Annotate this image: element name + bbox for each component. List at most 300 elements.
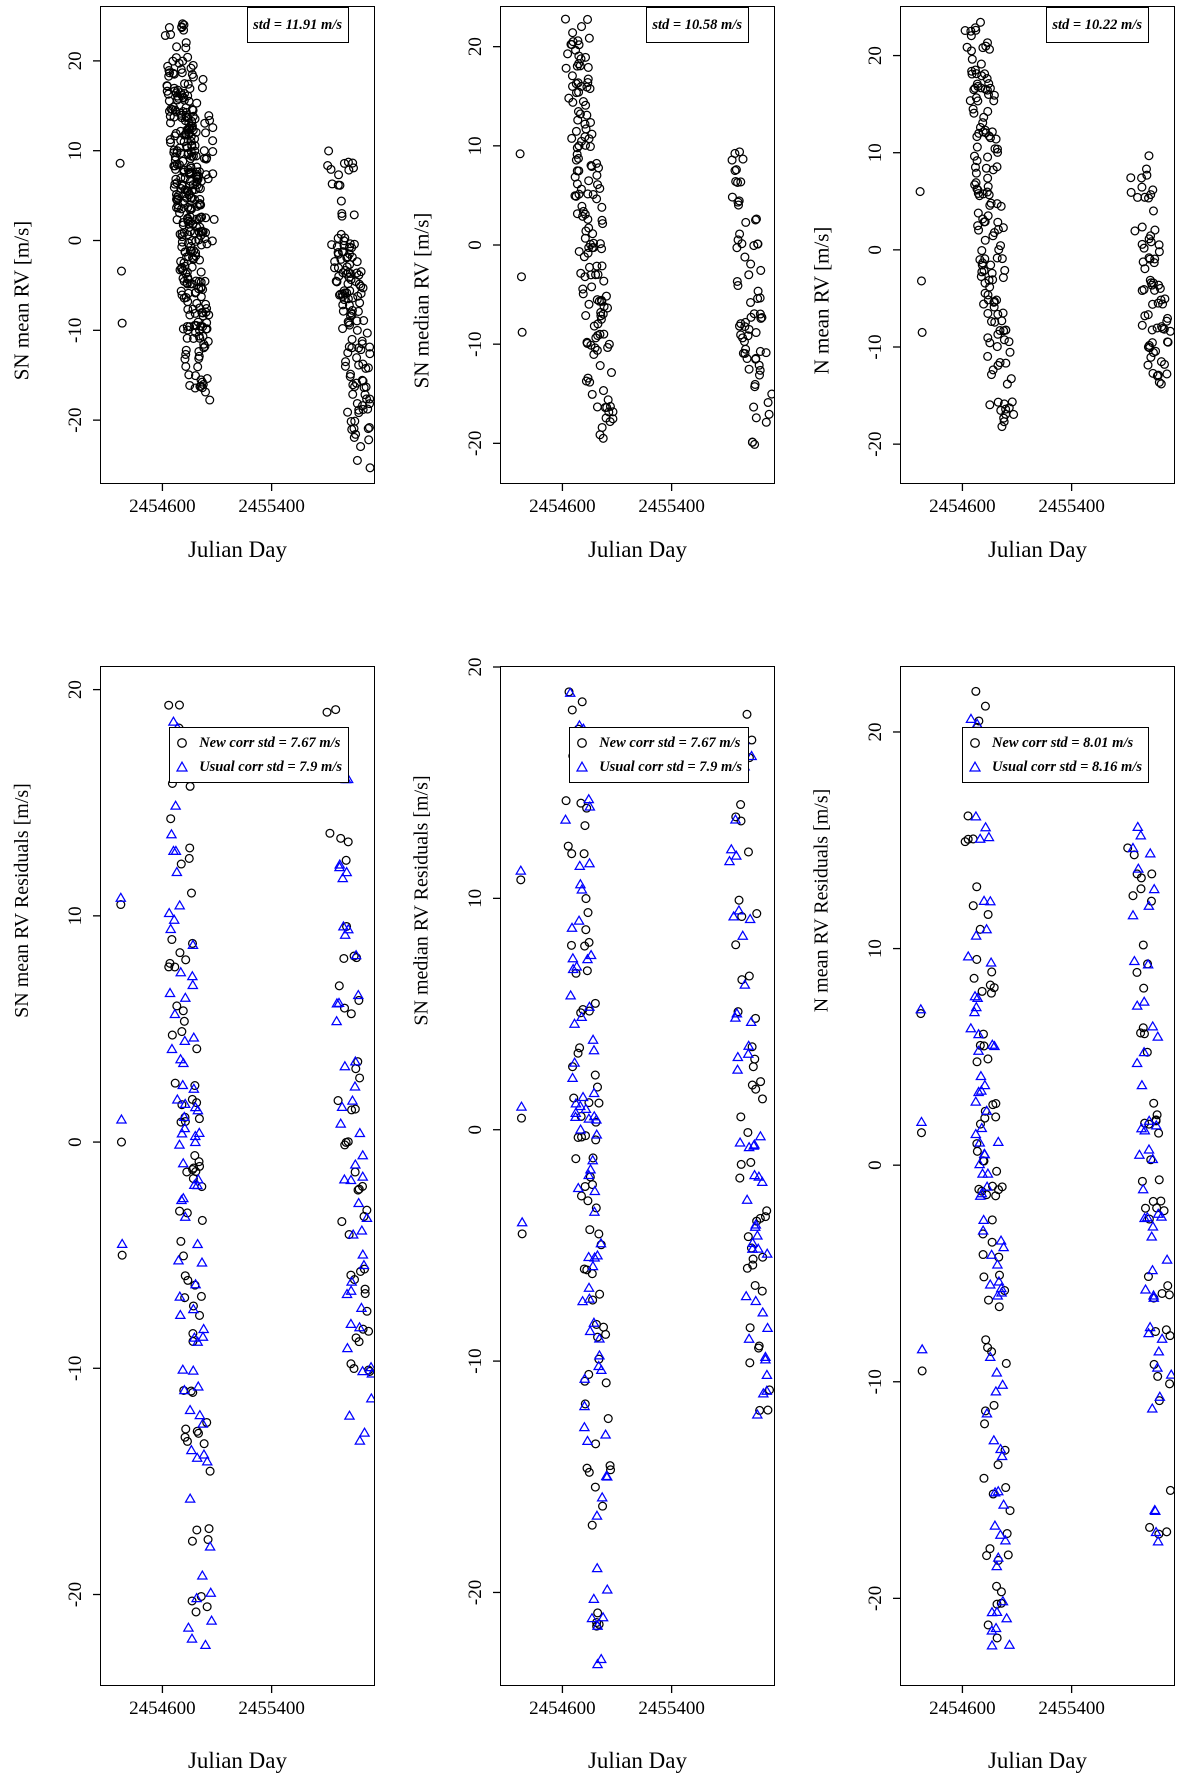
data-point-triangle [167,830,176,838]
data-point-triangle [589,1046,598,1054]
data-point-triangle [588,1035,597,1043]
data-point-circle [602,1379,610,1387]
data-point-triangle [570,1058,579,1066]
panel-4-legend [169,727,349,783]
data-point-circle [209,148,217,156]
data-point-circle [118,1251,126,1259]
data-point-triangle [916,1005,925,1013]
circle-marker-icon [968,736,984,750]
data-point-circle [353,326,361,334]
data-point-triangle [1147,1232,1156,1240]
data-point-circle [185,855,193,863]
data-point-triangle [587,1614,596,1622]
data-point-triangle [348,1096,357,1104]
data-point-circle [1139,1177,1147,1185]
data-point-triangle [518,1218,527,1226]
data-point-triangle [198,1332,207,1340]
svg-text:0: 0 [865,1160,886,1170]
data-point-triangle [971,812,980,820]
data-point-triangle [1148,1266,1157,1274]
data-point-circle [345,166,353,174]
data-point-circle [196,1115,204,1123]
data-point-circle [1147,353,1155,361]
data-point-circle [118,267,126,275]
data-point-triangle [580,1423,589,1431]
data-point-circle [365,436,373,444]
data-point-circle [205,1525,213,1533]
data-point-triangle [1136,831,1145,839]
panel-2-plot-area [465,6,775,517]
data-point-circle [171,1079,179,1087]
data-point-circle [1002,359,1010,367]
svg-text:20: 20 [465,657,486,677]
data-point-circle [351,1168,359,1176]
data-point-triangle [367,1394,374,1402]
data-point-circle [163,82,171,90]
data-point-circle [568,941,576,949]
data-point-circle [595,1230,603,1238]
data-point-circle [569,72,577,80]
panel-1-xlabel: Julian Day [187,537,287,562]
data-point-circle [338,1218,346,1226]
data-point-circle [1154,1372,1162,1380]
data-point-circle [987,261,995,269]
data-point-circle [118,319,126,327]
data-point-circle [176,1207,184,1215]
data-point-triangle [336,1119,345,1127]
data-point-circle [1001,266,1009,274]
data-point-triangle [574,916,583,924]
data-point-circle [363,329,371,337]
data-point-circle [1157,380,1165,388]
data-point-circle [745,271,753,279]
data-point-circle [568,850,576,858]
data-point-circle [746,1324,754,1332]
data-point-circle [564,50,572,58]
data-point-circle [999,309,1007,317]
data-point-triangle [170,1010,179,1018]
data-point-circle [341,1004,349,1012]
data-point-triangle [972,1003,981,1011]
data-point-circle [579,285,587,293]
data-point-triangle [981,823,990,831]
panel-6-xlabel: Julian Day [987,1748,1087,1773]
data-point-circle [733,244,741,252]
data-point-circle [1167,1487,1174,1495]
data-point-circle [188,889,196,897]
data-point-circle [581,1183,589,1191]
data-point-triangle [999,1500,1008,1508]
data-point-circle [728,156,736,164]
data-point-circle [585,34,593,42]
data-point-circle [517,876,525,884]
data-point-triangle [343,1344,352,1352]
data-point-circle [568,134,576,142]
data-point-triangle [165,989,174,997]
data-point-triangle [966,714,975,722]
data-point-triangle [986,1352,995,1360]
data-point-circle [979,1251,987,1259]
data-point-triangle [1130,957,1139,965]
data-point-triangle [166,925,175,933]
data-point-circle [600,1323,608,1331]
data-point-circle [608,369,616,377]
data-point-circle [1145,152,1153,160]
panel-1-ylabel: SN mean RV [m/s] [9,220,34,380]
data-point-circle [335,171,343,179]
data-point-circle [518,1114,526,1122]
data-point-triangle [1153,1032,1162,1040]
data-point-triangle [996,1445,1005,1453]
data-point-circle [739,155,747,163]
data-point-circle [1137,885,1145,893]
data-point-circle [764,399,772,407]
svg-text:10: 10 [65,906,86,926]
data-point-circle [576,1044,584,1052]
data-point-triangle [355,1129,364,1137]
data-point-triangle [176,1311,185,1319]
data-point-circle [352,1065,360,1073]
data-point-triangle [756,1132,765,1140]
data-point-circle [598,262,606,270]
data-point-circle [973,1058,981,1066]
data-point-circle [194,363,202,371]
data-point-circle [199,75,207,83]
data-point-circle [582,312,590,320]
data-point-triangle [191,1138,200,1146]
data-point-triangle [601,1430,610,1438]
data-point-circle [591,999,599,1007]
data-point-circle [562,15,570,23]
data-point-circle [981,236,989,244]
data-point-triangle [917,1117,926,1125]
data-point-circle [569,29,577,37]
data-point-circle [203,1603,211,1611]
data-point-circle [572,127,580,135]
data-point-triangle [742,1292,751,1300]
data-point-circle [325,147,333,155]
data-point-circle [735,896,743,904]
data-point-circle [1002,1360,1010,1368]
data-point-circle [984,310,992,318]
data-point-circle [181,355,189,363]
data-point-circle [990,1401,998,1409]
data-point-triangle [173,1095,182,1103]
data-point-circle [980,1474,988,1482]
data-point-triangle [740,980,749,988]
data-point-circle [728,193,736,201]
data-point-circle [356,1074,364,1082]
data-point-circle [337,197,345,205]
data-point-circle [588,1270,596,1278]
svg-text:2455400: 2455400 [238,1698,305,1719]
data-point-circle [192,1608,200,1616]
data-point-circle [562,64,570,72]
data-point-triangle [517,1102,526,1110]
data-point-triangle [338,1102,347,1110]
panel-2-ylabel: SN median RV [m/s] [409,212,434,388]
data-point-circle [178,1028,186,1036]
data-point-circle [184,53,192,61]
data-point-circle [350,211,358,219]
data-point-triangle [578,1093,587,1101]
circle-marker-icon [175,736,191,750]
data-point-triangle [758,1308,767,1316]
data-point-triangle [338,874,347,882]
data-point-circle [193,1526,201,1534]
data-point-circle [595,1099,603,1107]
data-point-triangle [355,1436,364,1444]
data-point-circle [353,457,361,465]
data-point-triangle [918,1345,927,1353]
data-point-circle [594,403,602,411]
data-point-triangle [592,1130,601,1138]
data-point-circle [757,267,765,275]
data-point-triangle [743,1195,752,1203]
panel-6 [800,600,1200,1773]
data-point-circle [335,982,343,990]
data-point-circle [918,277,926,285]
data-point-circle [1005,338,1013,346]
data-point-triangle [179,1159,188,1167]
data-point-circle [980,300,988,308]
svg-text:0: 0 [65,1137,86,1147]
data-point-circle [762,349,770,357]
data-point-triangle [992,1368,1001,1376]
triangle-marker-icon [968,760,984,774]
data-point-triangle [1148,1404,1157,1412]
data-point-circle [986,339,994,347]
data-point-triangle [1153,1537,1162,1545]
data-point-circle [1004,1551,1012,1559]
data-point-circle [585,300,593,308]
data-point-circle [165,701,173,709]
data-point-circle [993,254,1001,262]
data-point-triangle [589,1089,598,1097]
panel-4-ylabel: SN mean RV Residuals [m/s] [10,783,33,1018]
panel-6-ylabel: N mean RV Residuals [m/s] [810,788,833,1013]
data-point-circle [353,258,361,266]
data-point-circle [744,1233,752,1241]
data-point-triangle [354,991,363,999]
data-point-circle [999,274,1007,282]
data-point-circle [998,1588,1006,1596]
data-point-circle [1163,370,1171,378]
data-point-circle [1144,361,1152,369]
data-point-circle [182,1425,190,1433]
data-point-triangle [177,1129,186,1137]
data-point-circle [191,1152,199,1160]
svg-text:-20: -20 [65,1581,86,1608]
svg-text:0: 0 [65,235,86,246]
data-point-circle [594,1609,602,1617]
svg-text:20: 20 [465,37,486,57]
data-point-circle [180,1017,188,1025]
data-point-circle [749,438,757,446]
panel-3-plot-area [865,6,1175,517]
data-point-circle [582,926,590,934]
data-point-triangle [972,931,981,939]
data-point-triangle [982,925,991,933]
svg-text:10: 10 [465,888,486,908]
data-point-circle [1152,1328,1160,1336]
data-point-circle [969,902,977,910]
data-point-circle [1142,1204,1150,1212]
data-point-circle [981,1420,989,1428]
data-point-circle [753,910,761,918]
data-point-triangle [588,1262,597,1270]
data-point-triangle [971,1130,980,1138]
data-point-triangle [188,972,197,980]
data-point-triangle [187,1446,196,1454]
data-point-triangle [171,801,180,809]
data-point-circle [1007,375,1015,383]
data-point-circle [186,782,194,790]
data-point-triangle [1133,822,1142,830]
panel-1 [0,0,400,600]
data-point-circle [745,848,753,856]
data-point-circle [518,1230,526,1238]
data-point-triangle [976,1072,985,1080]
data-point-circle [751,441,759,449]
svg-text:10: 10 [865,939,886,959]
data-point-triangle [1005,1640,1014,1648]
data-point-triangle [165,909,174,917]
legend-entry-new-corr: New corr std = 7.67 m/s [175,731,342,755]
data-point-triangle [1128,911,1137,919]
data-point-triangle [1135,1150,1144,1158]
data-point-circle [984,174,992,182]
data-point-circle [747,1159,755,1167]
data-point-triangle [358,1151,367,1159]
data-point-triangle [181,993,190,1001]
svg-text:-20: -20 [465,430,486,456]
data-point-triangle [198,1571,207,1579]
data-point-triangle [340,1175,349,1183]
data-point-triangle [1148,1022,1157,1030]
data-point-circle [973,883,981,891]
data-point-circle [1163,1528,1171,1536]
data-point-triangle [345,1411,354,1419]
panel-3-scatter [901,7,1174,483]
data-point-triangle [1144,1145,1153,1153]
data-point-circle [334,1097,342,1105]
panel-5-xlabel: Julian Day [587,1748,687,1773]
data-point-triangle [207,1616,216,1624]
data-point-triangle [986,1280,995,1288]
data-point-circle [342,358,350,366]
data-point-circle [177,1237,185,1245]
data-point-circle [986,401,994,409]
data-point-triangle [987,1608,996,1616]
data-point-circle [1139,941,1147,949]
data-point-circle [1150,1099,1158,1107]
svg-text:10: 10 [65,141,86,161]
data-point-circle [756,366,764,374]
svg-text:-20: -20 [65,407,86,433]
data-point-triangle [603,1585,612,1593]
data-point-circle [580,850,588,858]
data-point-circle [993,1167,1001,1175]
data-point-circle [190,73,198,81]
data-point-circle [1010,411,1018,419]
data-point-circle [988,1216,996,1224]
data-point-circle [167,815,175,823]
data-point-triangle [340,1062,349,1070]
panel-3-annotation-box: std = 10.22 m/s [1046,7,1149,43]
data-point-triangle [1157,1334,1166,1342]
data-point-circle [349,390,357,398]
data-point-circle [742,219,750,227]
data-point-circle [757,1078,765,1086]
data-point-circle [762,418,770,426]
data-point-circle [572,1155,580,1163]
data-point-circle [209,137,217,145]
panel-6-plot-area [865,666,1175,1719]
data-point-triangle [346,1319,355,1327]
data-point-triangle [990,1521,999,1529]
svg-text:-20: -20 [865,431,886,457]
data-point-circle [765,410,773,418]
data-point-triangle [1167,1370,1174,1378]
data-point-circle [173,43,181,51]
data-point-circle [182,956,190,964]
data-point-triangle [350,1082,359,1090]
data-point-triangle [592,1511,601,1519]
data-point-circle [990,303,998,311]
data-point-circle [564,842,572,850]
data-point-circle [984,153,992,161]
data-point-triangle [984,833,993,841]
data-point-circle [1140,984,1148,992]
data-point-triangle [734,906,743,914]
data-point-circle [1006,348,1014,356]
data-point-triangle [358,1172,367,1180]
data-point-circle [168,1031,176,1039]
data-point-triangle [568,954,577,962]
data-point-circle [988,1238,996,1246]
data-point-circle [598,424,606,432]
data-point-circle [992,135,1000,143]
panel-3-ylabel: N mean RV [m/s] [809,226,834,374]
data-point-circle [768,390,774,398]
svg-text:2455400: 2455400 [1038,1698,1105,1719]
data-point-circle [176,701,184,709]
panel-4-scatter [101,667,374,1685]
data-point-circle [747,260,755,268]
data-point-triangle [729,912,738,920]
data-point-triangle [982,1409,991,1417]
circle-marker-icon [575,736,591,750]
data-point-triangle [994,1137,1003,1145]
svg-text:2455400: 2455400 [638,1698,705,1719]
svg-text:2454600: 2454600 [929,1698,996,1719]
data-point-triangle [193,1240,202,1248]
data-point-circle [602,1331,610,1339]
data-point-circle [588,283,596,291]
data-point-triangle [561,815,570,823]
data-point-circle [582,125,590,133]
data-point-circle [1138,223,1146,231]
data-point-triangle [577,885,586,893]
data-point-circle [973,1147,981,1155]
data-point-circle [598,245,606,253]
data-point-circle [918,329,926,337]
data-point-circle [575,108,583,116]
data-point-circle [604,1415,612,1423]
panel-1-annotation-box: std = 11.91 m/s [247,7,349,43]
data-point-circle [973,143,981,151]
